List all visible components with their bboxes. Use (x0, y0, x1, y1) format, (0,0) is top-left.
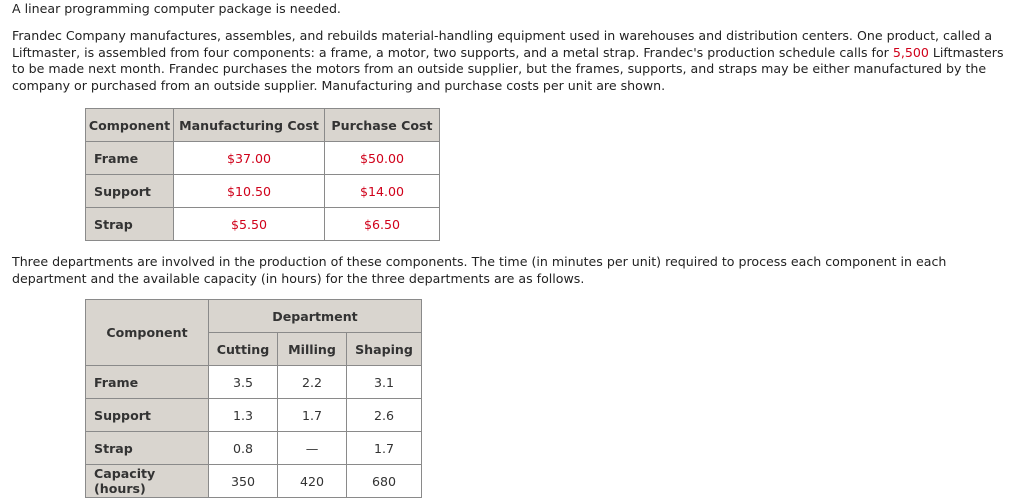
table-row (86, 399, 422, 432)
shaping-time-cell: 1.7 (347, 432, 422, 465)
table-row (86, 208, 440, 241)
table-row (86, 142, 440, 175)
row-label: Capacity (hours) (86, 465, 209, 498)
intro-text: A linear programming computer package is needed. (12, 1, 341, 16)
purchase-cost-cell: $14.00 (325, 175, 440, 208)
header-component: Component (86, 300, 209, 366)
shaping-capacity-cell: 680 (347, 465, 422, 498)
departments-description: Three departments are involved in the production of these components. The time (in minutes per unit) required to process each component in each department and the available capacity (in hours) for the three departments are as follows. (12, 254, 947, 286)
header-component: Component (86, 109, 174, 142)
purchase-cost-cell: $6.50 (325, 208, 440, 241)
manufacturing-cost-cell: $5.50 (174, 208, 325, 241)
table-row (86, 366, 422, 399)
department-table (85, 299, 422, 498)
header-purchase-cost: Purchase Cost (325, 109, 440, 142)
header-milling: Milling (278, 333, 347, 366)
production-quantity: 5,500 (892, 44, 929, 60)
cutting-time-cell: 1.3 (209, 399, 278, 432)
row-label: Strap (86, 432, 209, 465)
header-shaping: Shaping (347, 333, 422, 366)
problem-description (12, 28, 1012, 94)
description-text-start: Frandec Company manufactures, assembles, and rebuilds material-handling equipment used in warehouses and distribution centers. One product, called a Liftmaster, is assembled from four components: a frame, a motor, two supports, and a metal strap. Frandec's production schedule calls for (12, 28, 993, 60)
milling-time-cell: — (278, 432, 347, 465)
department-group-header-row (86, 300, 422, 333)
cost-table-header-row (86, 109, 440, 142)
cutting-capacity-cell: 350 (209, 465, 278, 498)
row-label: Strap (86, 208, 174, 241)
milling-capacity-cell: 420 (278, 465, 347, 498)
description-text-end: Liftmasters to be made next month. Frandec purchases the motors from an outside supplier, but the frames, supports, and straps may be either manufactured by the company or purchased from an outside supplier. Manufacturing and purchase costs per unit are shown. (12, 44, 1004, 93)
milling-time-cell: 2.2 (278, 366, 347, 399)
row-label: Support (86, 399, 209, 432)
purchase-cost-cell: $50.00 (325, 142, 440, 175)
milling-time-cell: 1.7 (278, 399, 347, 432)
header-department: Department (209, 300, 422, 333)
table-row (86, 432, 422, 465)
header-cutting: Cutting (209, 333, 278, 366)
row-label: Frame (86, 366, 209, 399)
row-label: Frame (86, 142, 174, 175)
manufacturing-cost-cell: $10.50 (174, 175, 325, 208)
cutting-time-cell: 0.8 (209, 432, 278, 465)
cost-table (85, 108, 440, 241)
shaping-time-cell: 3.1 (347, 366, 422, 399)
header-manufacturing-cost: Manufacturing Cost (174, 109, 325, 142)
table-row (86, 175, 440, 208)
manufacturing-cost-cell: $37.00 (174, 142, 325, 175)
cutting-time-cell: 3.5 (209, 366, 278, 399)
row-label: Support (86, 175, 174, 208)
shaping-time-cell: 2.6 (347, 399, 422, 432)
